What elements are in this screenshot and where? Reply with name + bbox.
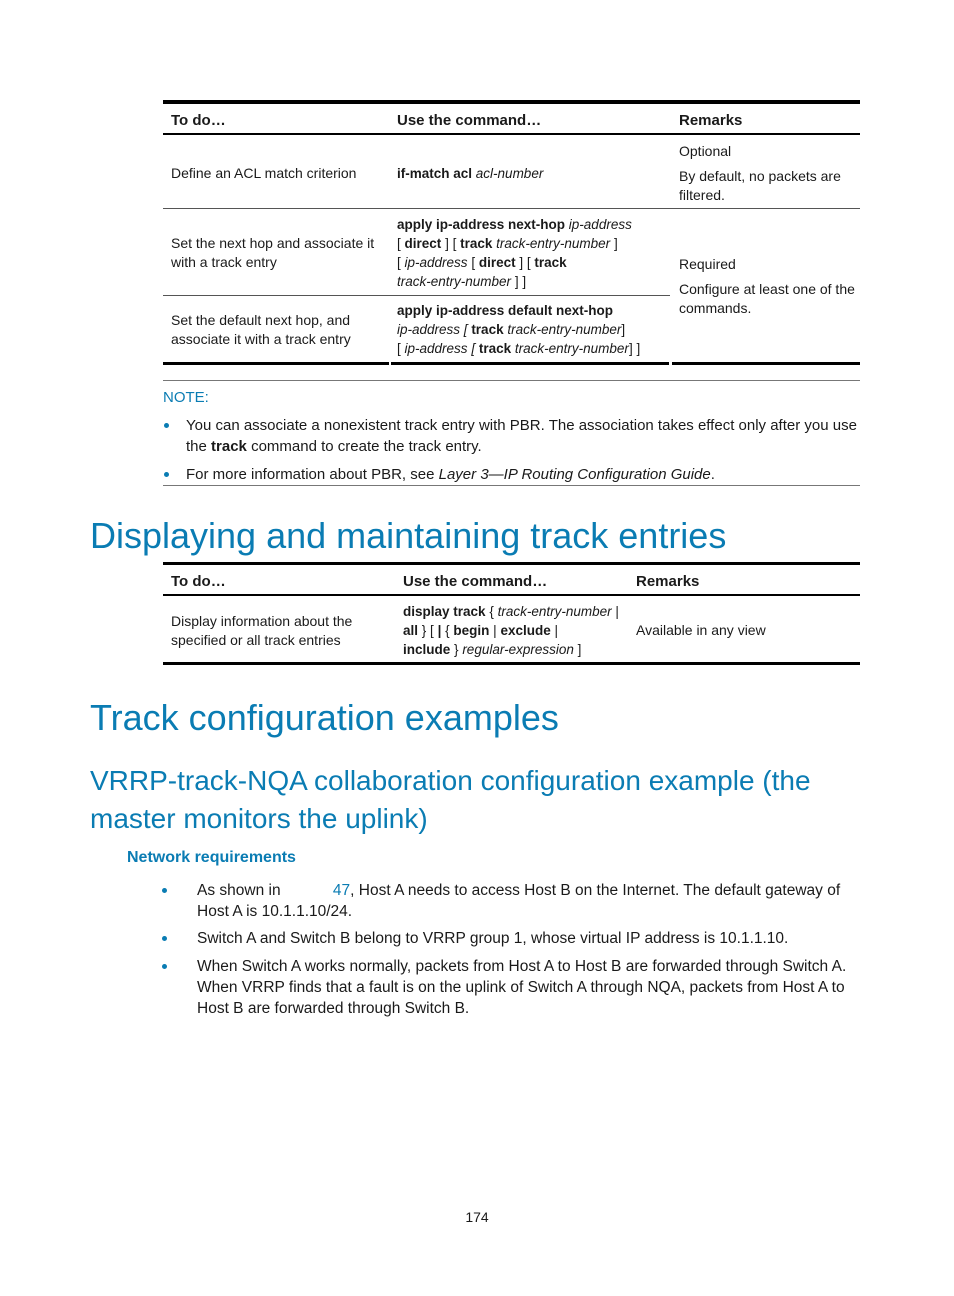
bullet-icon: [162, 964, 167, 969]
table-header-command: Use the command…: [403, 573, 548, 590]
command-line: display track { track-entry-number |: [403, 604, 619, 619]
subsection-heading: VRRP-track-NQA collaboration configuration example (the master monitors the uplink): [90, 765, 811, 834]
remark-line: Required: [679, 256, 736, 272]
table-bottom-rule: [163, 362, 389, 365]
section-heading: Track configuration examples: [90, 697, 559, 738]
command-line: [ ip-address [ direct ] [ track: [397, 255, 567, 270]
table-cell-remarks: Available in any view: [636, 622, 766, 638]
command-param: acl-number: [475, 166, 544, 181]
command-line: [ ip-address [ track track-entry-number] ]: [397, 341, 641, 356]
command-keyword: if-match acl: [397, 166, 473, 181]
bullet-icon: [162, 888, 167, 893]
table-cell-todo: Set the default next hop, and associate it with a track entry: [171, 312, 351, 347]
table-cell-remarks: [679, 255, 855, 318]
bullet-icon: [162, 936, 167, 941]
table-cell-command: [397, 164, 667, 183]
command-line: all } [ | { begin | exclude |: [403, 623, 558, 638]
table-bottom-rule: [163, 662, 860, 665]
table-cell-remarks: [679, 142, 855, 205]
bullet-icon: [164, 472, 169, 477]
table-header-remarks: Remarks: [679, 112, 743, 129]
bullet-icon: [164, 423, 169, 428]
requirement-bullet-3: When Switch A works normally, packets from Host A to Host B are forwarded through Switch A. When VRRP finds that a fault is on the uplink of Switch A through NQA, packets from Host A to Host B are forwarded through Switch B.: [197, 958, 847, 1017]
requirements-subhead: Network requirements: [127, 849, 296, 866]
table-cell-todo: Display information about the specified or all track entries: [171, 613, 353, 648]
table-cell-todo: Set the next hop and associate it with a track entry: [171, 235, 375, 270]
table-header-remarks: Remarks: [636, 573, 700, 590]
remark-line: Optional: [679, 143, 732, 159]
table-top-rule: [163, 562, 860, 565]
note-bottom-rule: [163, 485, 860, 486]
page-number: 174: [465, 1209, 489, 1225]
table-cell-command: [403, 602, 628, 659]
table-header-todo: To do…: [171, 112, 226, 129]
table-cell-todo: Define an ACL match criterion: [171, 165, 357, 181]
section-heading: Displaying and maintaining track entries: [90, 515, 727, 556]
remark-line: By default, no packets are filtered.: [679, 168, 841, 203]
note-bullet-2: For more information about PBR, see Layer 3—IP Routing Configuration Guide.: [186, 466, 715, 483]
table-header-rule: [163, 133, 860, 135]
note-label: NOTE:: [163, 389, 209, 406]
note-bullet-1: You can associate a nonexistent track entry with PBR. The association takes effect only after you use the track command to create the track entry.: [186, 417, 857, 455]
command-line: track-entry-number ] ]: [397, 274, 527, 289]
table-cell-command: [397, 301, 667, 358]
command-line: [ direct ] [ track track-entry-number ]: [397, 236, 618, 251]
figure-link[interactable]: 47: [332, 882, 351, 899]
command-line: apply ip-address default next-hop: [397, 303, 614, 318]
command-line: apply ip-address next-hop ip-address: [397, 217, 632, 232]
table-top-rule: [163, 100, 860, 104]
row-divider: [163, 295, 670, 296]
command-line: ip-address [ track track-entry-number]: [397, 322, 626, 337]
remark-line: Configure at least one of the commands.: [679, 281, 855, 316]
table-header-rule: [163, 594, 860, 596]
row-divider: [163, 208, 860, 209]
table-cell-command: [397, 215, 667, 291]
requirement-bullet-2: Switch A and Switch B belong to VRRP group 1, whose virtual IP address is 10.1.1.10.: [197, 930, 789, 947]
table-bottom-rule: [391, 362, 669, 365]
table-header-command: Use the command…: [397, 112, 542, 129]
requirement-bullet-1: As shown in 47, Host A needs to access Host B on the Internet. The default gateway of Host A is 10.1.1.10/24.: [197, 882, 841, 920]
command-line: include } regular-expression ]: [403, 642, 582, 657]
table-header-todo: To do…: [171, 573, 226, 590]
table-bottom-rule: [672, 362, 860, 365]
note-top-rule: [163, 380, 860, 381]
